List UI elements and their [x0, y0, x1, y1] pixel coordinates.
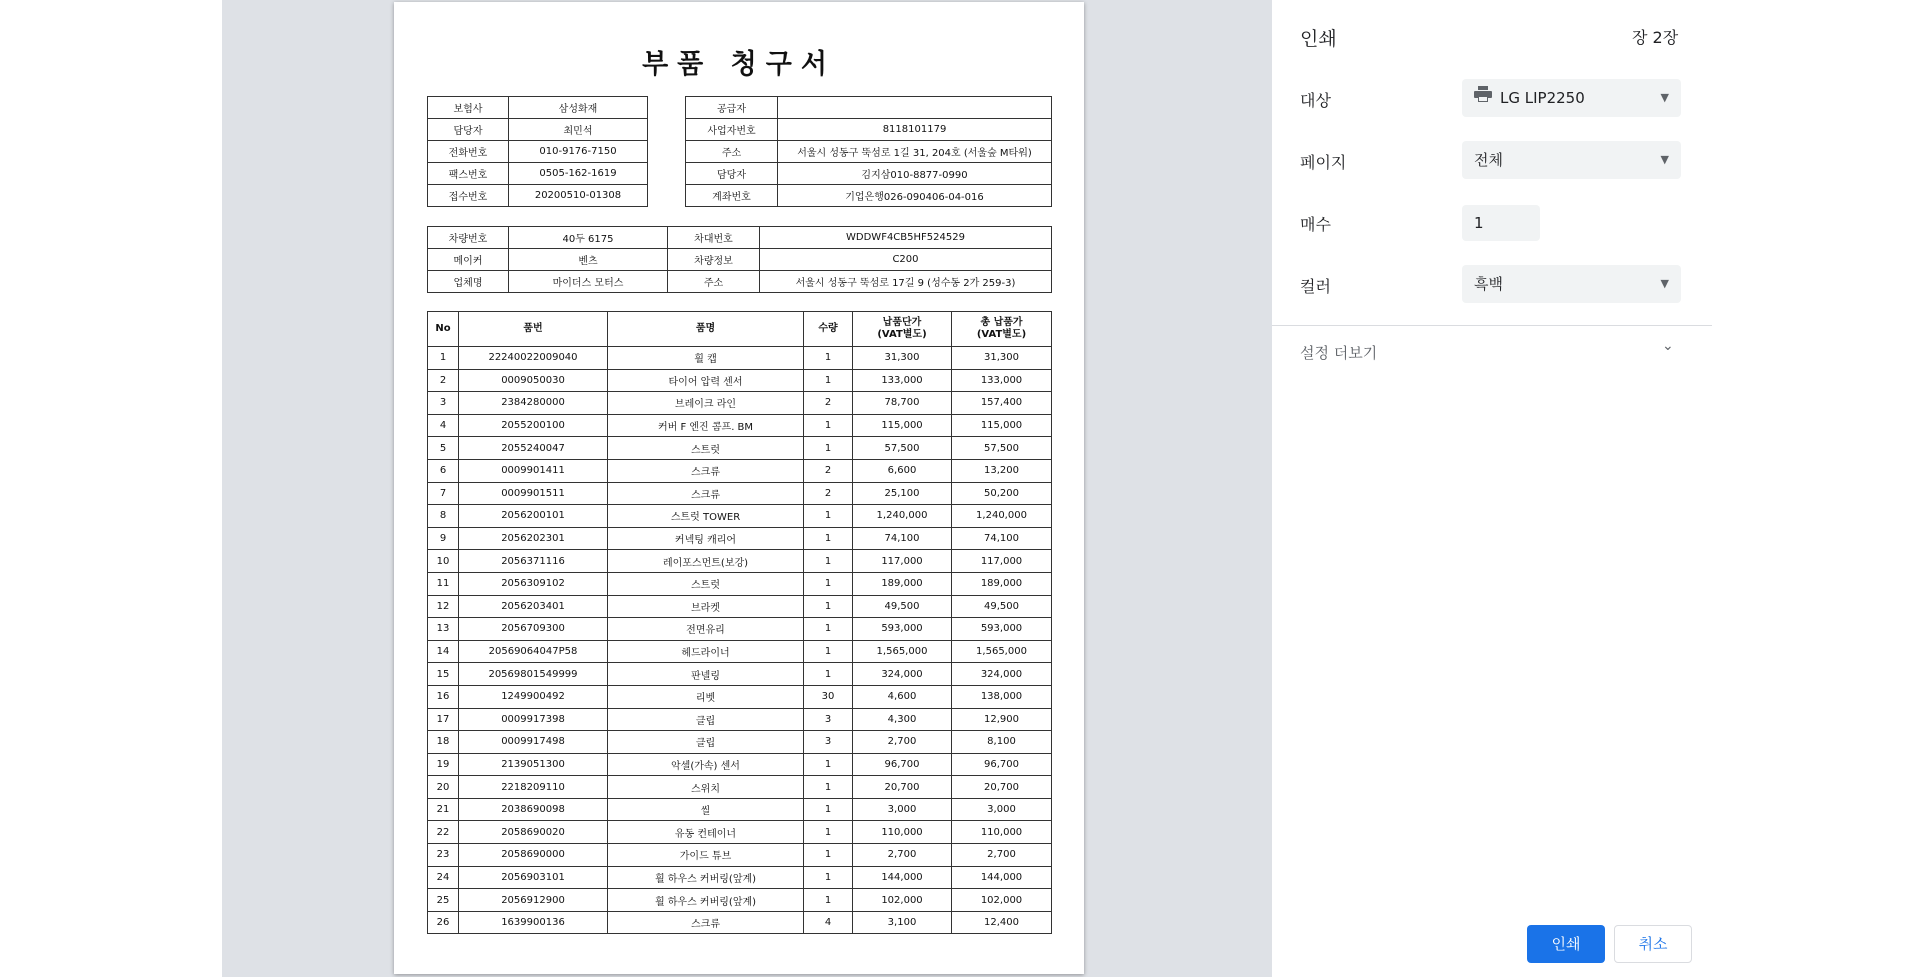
- color-label: 컬러: [1300, 277, 1331, 296]
- header-part-no: 품번: [459, 312, 608, 347]
- table-cell: 8: [428, 505, 459, 528]
- table-cell: 74,100: [952, 527, 1052, 550]
- table-cell: 31,300: [853, 347, 952, 370]
- table-cell: 96,700: [952, 753, 1052, 776]
- table-cell: 2058690020: [459, 821, 608, 844]
- table-cell: 14: [428, 640, 459, 663]
- table-cell: 13: [428, 618, 459, 641]
- table-cell: 110,000: [952, 821, 1052, 844]
- table-cell: 휠 캡: [608, 347, 804, 370]
- chevron-down-icon[interactable]: ⌄: [1662, 338, 1674, 354]
- supplier-info-row: [686, 119, 1052, 141]
- table-cell: 3: [804, 708, 853, 731]
- panel-title: 인쇄: [1300, 28, 1337, 50]
- insurer-info-table: [427, 96, 648, 207]
- table-cell: 1: [804, 776, 853, 799]
- table-row: [428, 731, 1052, 754]
- table-cell: 스트럿: [608, 572, 804, 595]
- table-cell: 1249900492: [459, 685, 608, 708]
- table-cell: 스크류: [608, 482, 804, 505]
- color-select[interactable]: [1462, 265, 1681, 303]
- table-cell: 2056200101: [459, 505, 608, 528]
- destination-value: LG LIP2250: [1500, 89, 1585, 107]
- vehicle-info-row: [428, 227, 1052, 249]
- table-cell: 2: [428, 369, 459, 392]
- parts-items-table: [427, 311, 1052, 934]
- table-cell: 16: [428, 685, 459, 708]
- table-cell: 접수번호: [428, 185, 509, 207]
- table-row: [428, 663, 1052, 686]
- table-row: [428, 482, 1052, 505]
- vehicle-info-row: [428, 271, 1052, 293]
- table-cell: 22240022009040: [459, 347, 608, 370]
- table-cell: 씰: [608, 798, 804, 821]
- table-cell: 117,000: [952, 550, 1052, 573]
- table-cell: 기업은행026-090406-04-016: [778, 185, 1052, 207]
- table-cell: 업체명: [428, 271, 509, 293]
- table-cell: 타이어 압력 센서: [608, 369, 804, 392]
- table-cell: 1: [804, 618, 853, 641]
- table-cell: 1: [804, 866, 853, 889]
- table-cell: 브레이크 라인: [608, 392, 804, 415]
- table-cell: [778, 97, 1052, 119]
- table-cell: 10: [428, 550, 459, 573]
- table-cell: 판넬링: [608, 663, 804, 686]
- table-row: [428, 821, 1052, 844]
- table-cell: 22: [428, 821, 459, 844]
- table-cell: 클립: [608, 731, 804, 754]
- printer-icon: [1474, 78, 1492, 116]
- table-cell: 1: [804, 798, 853, 821]
- table-cell: 1: [804, 550, 853, 573]
- table-cell: 스크류: [608, 459, 804, 482]
- table-cell: 20569801549999: [459, 663, 608, 686]
- table-cell: 보험사: [428, 97, 509, 119]
- table-cell: 차량번호: [428, 227, 509, 249]
- table-cell: 40두 6175: [509, 227, 668, 249]
- table-cell: 0009917498: [459, 731, 608, 754]
- table-cell: 휠 하우스 커버링(앞계): [608, 866, 804, 889]
- sheet-count: 장 2장: [1632, 28, 1679, 47]
- table-cell: 리벳: [608, 685, 804, 708]
- table-cell: 차량정보: [668, 249, 760, 271]
- table-row: [428, 618, 1052, 641]
- insurer-info-row: [428, 119, 648, 141]
- table-cell: 메이커: [428, 249, 509, 271]
- table-cell: 57,500: [952, 437, 1052, 460]
- table-cell: 78,700: [853, 392, 952, 415]
- header-unit-price: [853, 312, 952, 347]
- table-cell: 138,000: [952, 685, 1052, 708]
- table-cell: 스크류: [608, 911, 804, 934]
- table-row: [428, 708, 1052, 731]
- table-cell: 0009901511: [459, 482, 608, 505]
- table-cell: C200: [760, 249, 1052, 271]
- table-cell: 주소: [668, 271, 760, 293]
- header-no: No: [428, 312, 459, 347]
- table-cell: 1: [804, 753, 853, 776]
- insurer-info-row: [428, 141, 648, 163]
- table-cell: 144,000: [952, 866, 1052, 889]
- table-cell: 2: [804, 482, 853, 505]
- table-cell: 17: [428, 708, 459, 731]
- table-cell: 김지삼010-8877-0990: [778, 163, 1052, 185]
- vehicle-info-row: [428, 249, 1052, 271]
- table-cell: 1: [804, 889, 853, 912]
- print-button[interactable]: 인쇄: [1527, 925, 1605, 963]
- table-cell: 벤츠: [509, 249, 668, 271]
- table-cell: 0009917398: [459, 708, 608, 731]
- table-cell: 스트럿: [608, 437, 804, 460]
- table-cell: 마이더스 모터스: [509, 271, 668, 293]
- table-cell: 4: [804, 911, 853, 934]
- table-cell: 3,100: [853, 911, 952, 934]
- table-cell: 19: [428, 753, 459, 776]
- table-cell: 50,200: [952, 482, 1052, 505]
- header-total-price: [952, 312, 1052, 347]
- table-cell: 593,000: [853, 618, 952, 641]
- insurer-info-row: [428, 163, 648, 185]
- table-row: [428, 889, 1052, 912]
- table-cell: 2139051300: [459, 753, 608, 776]
- table-cell: 커버 F 엔진 콤프. BM: [608, 414, 804, 437]
- vehicle-info-table: [427, 226, 1052, 293]
- table-cell: 2,700: [853, 844, 952, 867]
- destination-label: 대상: [1300, 91, 1331, 110]
- table-cell: 49,500: [853, 595, 952, 618]
- insurer-info-row: [428, 97, 648, 119]
- table-cell: 25: [428, 889, 459, 912]
- cancel-button[interactable]: 취소: [1614, 925, 1692, 963]
- table-cell: 96,700: [853, 753, 952, 776]
- supplier-info-row: [686, 141, 1052, 163]
- table-cell: 1: [804, 640, 853, 663]
- table-cell: 2058690000: [459, 844, 608, 867]
- table-cell: 계좌번호: [686, 185, 778, 207]
- table-cell: 30: [804, 685, 853, 708]
- table-row: [428, 459, 1052, 482]
- table-cell: 13,200: [952, 459, 1052, 482]
- table-cell: 1: [804, 505, 853, 528]
- table-row: [428, 685, 1052, 708]
- supplier-info-row: [686, 97, 1052, 119]
- table-cell: 악셀(가속) 센서: [608, 753, 804, 776]
- table-cell: 20200510-01308: [509, 185, 648, 207]
- header-total-price-line1: 총 납품가: [980, 317, 1023, 328]
- table-cell: 1: [804, 595, 853, 618]
- insurer-info-row: [428, 185, 648, 207]
- table-cell: 3: [804, 731, 853, 754]
- table-cell: 서울시 성동구 뚝섬로 1길 31, 204호 (서울숲 M타워): [778, 141, 1052, 163]
- dropdown-arrow-icon: ▼: [1660, 153, 1669, 166]
- table-cell: 2056202301: [459, 527, 608, 550]
- table-cell: 102,000: [853, 889, 952, 912]
- table-row: [428, 753, 1052, 776]
- table-cell: 2: [804, 392, 853, 415]
- table-cell: 2056371116: [459, 550, 608, 573]
- table-cell: 12: [428, 595, 459, 618]
- table-cell: 2218209110: [459, 776, 608, 799]
- table-cell: 1,240,000: [952, 505, 1052, 528]
- table-cell: 117,000: [853, 550, 952, 573]
- pages-select[interactable]: [1462, 141, 1681, 179]
- table-cell: 12,400: [952, 911, 1052, 934]
- table-cell: 1: [804, 572, 853, 595]
- table-cell: 1: [804, 437, 853, 460]
- table-cell: 유동 컨테이너: [608, 821, 804, 844]
- table-cell: 서울시 성동구 뚝섬로 17길 9 (성수동 2가 259-3): [760, 271, 1052, 293]
- table-cell: 4,600: [853, 685, 952, 708]
- table-cell: 593,000: [952, 618, 1052, 641]
- table-cell: 23: [428, 844, 459, 867]
- preview-page: [394, 2, 1084, 974]
- table-cell: 2056912900: [459, 889, 608, 912]
- table-cell: 브라켓: [608, 595, 804, 618]
- table-cell: 133,000: [853, 369, 952, 392]
- table-cell: 스위치: [608, 776, 804, 799]
- dropdown-arrow-icon: ▼: [1660, 91, 1669, 104]
- table-cell: 133,000: [952, 369, 1052, 392]
- table-cell: 324,000: [853, 663, 952, 686]
- table-cell: 공급자: [686, 97, 778, 119]
- table-cell: 115,000: [853, 414, 952, 437]
- header-unit-price-line1: 납품단가: [882, 317, 922, 328]
- table-row: [428, 347, 1052, 370]
- table-cell: 2038690098: [459, 798, 608, 821]
- table-cell: 헤드라이너: [608, 640, 804, 663]
- table-row: [428, 866, 1052, 889]
- print-settings-panel: [1272, 0, 1920, 977]
- table-cell: 팩스번호: [428, 163, 509, 185]
- table-cell: 가이드 튜브: [608, 844, 804, 867]
- table-cell: 스트럿 TOWER: [608, 505, 804, 528]
- table-cell: 20,700: [853, 776, 952, 799]
- table-cell: 11: [428, 572, 459, 595]
- table-cell: 2056903101: [459, 866, 608, 889]
- table-cell: 20,700: [952, 776, 1052, 799]
- table-cell: 6,600: [853, 459, 952, 482]
- table-cell: 57,500: [853, 437, 952, 460]
- items-header-row: [428, 312, 1052, 347]
- table-cell: 1,565,000: [952, 640, 1052, 663]
- table-cell: 12,900: [952, 708, 1052, 731]
- table-cell: 0505-162-1619: [509, 163, 648, 185]
- destination-select[interactable]: [1462, 79, 1681, 117]
- table-cell: 0009901411: [459, 459, 608, 482]
- header-part-name: 품명: [608, 312, 804, 347]
- table-row: [428, 392, 1052, 415]
- table-cell: 26: [428, 911, 459, 934]
- table-cell: 1639900136: [459, 911, 608, 934]
- header-total-price-line2: (VAT별도): [976, 329, 1027, 340]
- table-cell: 25,100: [853, 482, 952, 505]
- table-cell: 1,565,000: [853, 640, 952, 663]
- table-cell: 49,500: [952, 595, 1052, 618]
- table-cell: 1: [804, 347, 853, 370]
- table-row: [428, 595, 1052, 618]
- table-cell: 21: [428, 798, 459, 821]
- table-cell: 전면유리: [608, 618, 804, 641]
- table-cell: 사업자번호: [686, 119, 778, 141]
- table-cell: 2,700: [853, 731, 952, 754]
- table-cell: 115,000: [952, 414, 1052, 437]
- table-cell: 20: [428, 776, 459, 799]
- table-cell: 3,000: [853, 798, 952, 821]
- table-cell: 157,400: [952, 392, 1052, 415]
- table-cell: 차대번호: [668, 227, 760, 249]
- supplier-info-row: [686, 163, 1052, 185]
- table-cell: 189,000: [853, 572, 952, 595]
- table-cell: 휠 하우스 커버링(앞계): [608, 889, 804, 912]
- table-cell: 1,240,000: [853, 505, 952, 528]
- table-row: [428, 572, 1052, 595]
- divider: [1272, 325, 1712, 326]
- table-cell: 0009050030: [459, 369, 608, 392]
- table-cell: 102,000: [952, 889, 1052, 912]
- table-cell: 4: [428, 414, 459, 437]
- table-cell: 2056709300: [459, 618, 608, 641]
- table-cell: 24: [428, 866, 459, 889]
- table-row: [428, 911, 1052, 934]
- table-cell: 4,300: [853, 708, 952, 731]
- table-cell: 3,000: [952, 798, 1052, 821]
- table-cell: WDDWF4CB5HF524529: [760, 227, 1052, 249]
- table-cell: 전화번호: [428, 141, 509, 163]
- table-row: [428, 414, 1052, 437]
- table-cell: 6: [428, 459, 459, 482]
- table-cell: 1: [804, 527, 853, 550]
- table-cell: 110,000: [853, 821, 952, 844]
- dropdown-arrow-icon: ▼: [1660, 277, 1669, 290]
- table-cell: 324,000: [952, 663, 1052, 686]
- supplier-info-row: [686, 185, 1052, 207]
- table-cell: 74,100: [853, 527, 952, 550]
- header-unit-price-line2: (VAT별도): [877, 329, 927, 340]
- table-cell: 8118101179: [778, 119, 1052, 141]
- table-cell: 1: [428, 347, 459, 370]
- table-row: [428, 640, 1052, 663]
- table-row: [428, 369, 1052, 392]
- color-value: 흑백: [1474, 275, 1503, 293]
- table-cell: 20569064047P58: [459, 640, 608, 663]
- table-cell: 15: [428, 663, 459, 686]
- table-row: [428, 527, 1052, 550]
- print-preview-area[interactable]: [222, 0, 1272, 977]
- table-cell: 최민석: [509, 119, 648, 141]
- table-cell: 7: [428, 482, 459, 505]
- table-cell: 2056203401: [459, 595, 608, 618]
- table-cell: 2055200100: [459, 414, 608, 437]
- table-row: [428, 844, 1052, 867]
- table-cell: 삼성화재: [509, 97, 648, 119]
- table-row: [428, 798, 1052, 821]
- table-cell: 1: [804, 663, 853, 686]
- table-cell: 담당자: [428, 119, 509, 141]
- table-row: [428, 505, 1052, 528]
- supplier-info-table: [685, 96, 1052, 207]
- table-cell: 2: [804, 459, 853, 482]
- table-cell: 담당자: [686, 163, 778, 185]
- left-blank-area: [0, 0, 222, 977]
- table-cell: 18: [428, 731, 459, 754]
- more-settings-toggle[interactable]: 설정 더보기: [1300, 344, 1378, 362]
- table-cell: 189,000: [952, 572, 1052, 595]
- table-cell: 010-9176-7150: [509, 141, 648, 163]
- table-cell: 2055240047: [459, 437, 608, 460]
- pages-label: 페이지: [1300, 153, 1347, 172]
- table-cell: 144,000: [853, 866, 952, 889]
- pages-value: 전체: [1474, 151, 1503, 169]
- table-cell: 5: [428, 437, 459, 460]
- table-row: [428, 437, 1052, 460]
- copies-input[interactable]: 1: [1462, 205, 1540, 241]
- table-cell: 9: [428, 527, 459, 550]
- table-row: [428, 550, 1052, 573]
- table-cell: 1: [804, 369, 853, 392]
- table-cell: 클립: [608, 708, 804, 731]
- document-title: 부품 청구서: [642, 49, 836, 80]
- table-cell: 1: [804, 821, 853, 844]
- table-cell: 2,700: [952, 844, 1052, 867]
- table-cell: 커넥팅 캐리어: [608, 527, 804, 550]
- copies-label: 매수: [1300, 215, 1331, 234]
- table-cell: 레이포스먼트(보강): [608, 550, 804, 573]
- table-cell: 2056309102: [459, 572, 608, 595]
- table-cell: 8,100: [952, 731, 1052, 754]
- table-row: [428, 776, 1052, 799]
- table-cell: 1: [804, 844, 853, 867]
- table-cell: 3: [428, 392, 459, 415]
- table-cell: 주소: [686, 141, 778, 163]
- table-cell: 1: [804, 414, 853, 437]
- header-qty: 수량: [804, 312, 853, 347]
- table-cell: 31,300: [952, 347, 1052, 370]
- table-cell: 2384280000: [459, 392, 608, 415]
